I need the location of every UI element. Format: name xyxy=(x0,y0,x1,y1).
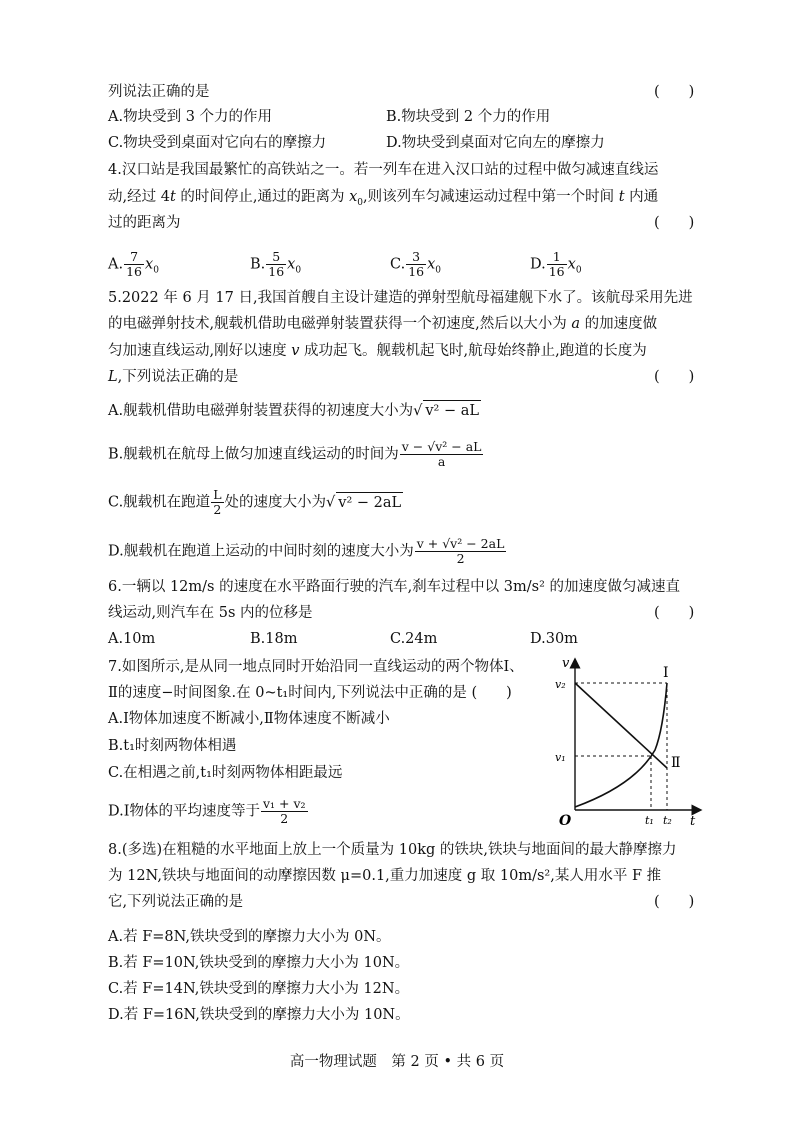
v2-label: v₂ xyxy=(555,678,566,691)
q4-option-a: A. $\frac{7}{16}$ $x_0$ xyxy=(108,249,159,279)
q8-line3: 它,下列说法正确的是 xyxy=(108,894,244,910)
curve-1-label: Ⅰ xyxy=(663,665,669,681)
q8-line2: 为 12N,铁块与地面间的动摩擦因数 μ=0.1,重力加速度 g 取 10m/s²,某人用水平 F 推 xyxy=(108,868,662,884)
q3-option-a: A.物块受到 3 个力的作用 xyxy=(108,109,273,125)
q4-option-d: D. $\frac{1}{16}$ $x_0$ xyxy=(530,249,582,279)
q7-vt-graph xyxy=(555,655,705,830)
q7-line2: Ⅱ的速度−时间图象.在 0~t₁时间内,下列说法中正确的是 ( ) xyxy=(108,685,512,701)
q7-option-b: B.t₁时刻两物体相遇 xyxy=(108,738,237,754)
q6-line1: 6.一辆以 12m/s 的速度在水平路面行驶的汽车,刹车过程中以 3m/s² 的加速度做匀减速直 xyxy=(108,579,681,595)
t2-label: t₂ xyxy=(663,814,672,827)
v-axis-label: v xyxy=(562,656,570,671)
q3-option-c: C.物块受到桌面对它向右的摩擦力 xyxy=(108,135,327,151)
q8-answer-paren: ( ) xyxy=(654,894,695,910)
curve-1 xyxy=(575,683,667,807)
t-axis-label: t xyxy=(690,814,696,829)
curve-2-label: Ⅱ xyxy=(671,755,681,771)
page-footer: 高一物理试题 第 2 页 • 共 6 页 xyxy=(289,1054,505,1070)
q4-option-b: B. $\frac{5}{16}$ $x_0$ xyxy=(250,249,302,279)
q7-line1: 7.如图所示,是从同一地点同时开始沿同一直线运动的两个物体Ⅰ、 xyxy=(108,659,524,675)
q8-line1: 8.(多选)在粗糙的水平地面上放上一个质量为 10kg 的铁块,铁块与地面间的最大静摩擦力 xyxy=(108,842,677,858)
q3-option-b: B.物块受到 2 个力的作用 xyxy=(386,109,551,125)
q7-option-d: D.Ⅰ物体的平均速度等于 $\frac{\text{v₁ + v₂}}{2}$ xyxy=(108,796,306,826)
q5-option-c: C.舰载机在跑道 $\frac{L}{2}$ 处的速度大小为√ v² − 2aL xyxy=(108,487,402,517)
q4-option-c: C. $\frac{3}{16}$ $x_0$ xyxy=(390,249,442,279)
q5-option-a: A.舰载机借助电磁弹射装置获得的初速度大小为√ v² − aL xyxy=(108,400,481,421)
q6-line2: 线运动,则汽车在 5s 内的位移是 xyxy=(108,605,313,621)
q6-answer-paren: ( ) xyxy=(654,605,695,621)
q3-option-d: D.物块受到桌面对它向左的摩擦力 xyxy=(386,135,605,151)
q8-option-d: D.若 F=16N,铁块受到的摩擦力大小为 10N。 xyxy=(108,1007,410,1023)
t1-label: t₁ xyxy=(645,814,654,827)
v1-label: v₁ xyxy=(555,751,566,764)
q3-answer-paren: ( ) xyxy=(654,84,695,100)
q4-line2: 动,经过 4t 的时间停止,通过的距离为 $x_0$,则该列车匀减速运动过程中第一个时间 t 内通 xyxy=(108,189,659,208)
q5-option-b: B.舰载机在航母上做匀加速直线运动的时间为 $\frac{\text{v − √v² − aL}}{a}$ xyxy=(108,439,482,469)
q6-option-d: D.30m xyxy=(530,631,578,647)
q4-line1: 4.汉口站是我国最繁忙的高铁站之一。若一列车在进入汉口站的过程中做匀减速直线运 xyxy=(108,162,659,178)
q6-option-b: B.18m xyxy=(250,631,298,647)
q8-option-a: A.若 F=8N,铁块受到的摩擦力大小为 0N。 xyxy=(108,929,391,945)
q6-option-c: C.24m xyxy=(390,631,438,647)
q5-line2: 的电磁弹射技术,舰载机借助电磁弹射装置获得一个初速度,然后以大小为 a 的加速度做 xyxy=(108,316,658,332)
q8-option-c: C.若 F=14N,铁块受到的摩擦力大小为 12N。 xyxy=(108,981,410,997)
q5-answer-paren: ( ) xyxy=(654,369,695,385)
q5-option-d: D.舰载机在跑道上运动的中间时刻的速度大小为 $\frac{\text{v + √v² − 2aL}}{2}$ xyxy=(108,536,505,566)
line-2 xyxy=(575,683,667,768)
q5-line4: L,下列说法正确的是 xyxy=(108,369,239,385)
q3-stem-tail: 列说法正确的是 xyxy=(108,84,210,100)
q4-line3: 过的距离为 xyxy=(108,215,181,231)
q6-option-a: A.10m xyxy=(108,631,156,647)
q7-option-c: C.在相遇之前,t₁时刻两物体相距最远 xyxy=(108,765,343,781)
q7-option-a: A.Ⅰ物体加速度不断减小,Ⅱ物体速度不断减小 xyxy=(108,711,390,727)
q4-answer-paren: ( ) xyxy=(654,215,695,231)
q5-line3: 匀加速直线运动,刚好以速度 v 成功起飞。舰载机起飞时,航母始终静止,跑道的长度为 xyxy=(108,343,647,359)
q5-line1: 5.2022 年 6 月 17 日,我国首艘自主设计建造的弹射型航母福建舰下水了。该航母采用先进 xyxy=(108,290,693,306)
origin-label: O xyxy=(559,813,572,829)
q8-option-b: B.若 F=10N,铁块受到的摩擦力大小为 10N。 xyxy=(108,955,410,971)
